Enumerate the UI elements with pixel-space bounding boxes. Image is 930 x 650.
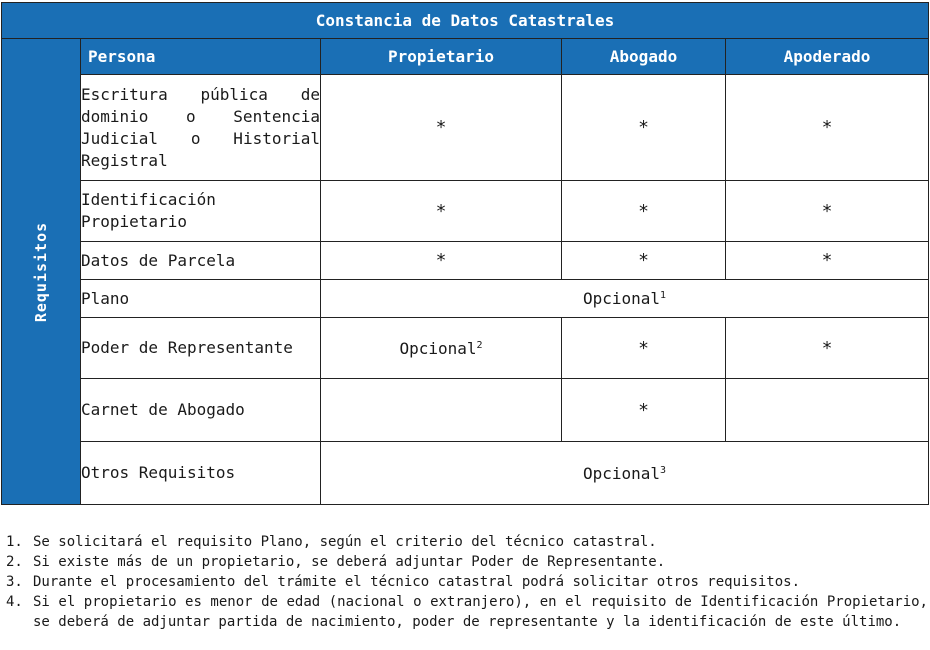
cell-mark: *: [562, 181, 726, 242]
table-row: [2, 379, 929, 442]
footnote-item: 4. Si el propietario es menor de edad (nacional o extranjero), en el requisito de Identificación Propietario, se deberá de adjuntar partida de nacimiento, poder de representante y la identificación de este último.: [6, 594, 928, 630]
cell-mark: *: [321, 181, 562, 242]
cell-mark: *: [726, 75, 929, 181]
table-title: Constancia de Datos Catastrales: [2, 3, 929, 39]
row-label-datos-parcela: Datos de Parcela: [81, 242, 321, 280]
cell-mark: *: [726, 318, 929, 379]
header-persona: Persona: [81, 39, 321, 75]
cell-empty: [726, 379, 929, 442]
cell-mark: *: [562, 75, 726, 181]
cell-mark: *: [562, 242, 726, 280]
footnote-mark: 1: [660, 290, 667, 301]
cell-optional: Opcional$^3$: [321, 442, 929, 505]
header-apoderado: Apoderado: [726, 39, 929, 75]
table-row: [2, 442, 929, 505]
row-label-identificacion: Identificación Propietario: [81, 181, 321, 242]
table-row: [2, 242, 929, 280]
cell-mark: *: [321, 75, 562, 181]
table-row: [2, 280, 929, 318]
header-abogado: Abogado: [562, 39, 726, 75]
row-label-otros: Otros Requisitos: [81, 442, 321, 505]
row-label-poder: Poder de Representante: [81, 318, 321, 379]
cell-mark: *: [726, 181, 929, 242]
header-propietario: Propietario: [321, 39, 562, 75]
cell-mark: *: [321, 242, 562, 280]
cell-mark: *: [562, 379, 726, 442]
row-label-escritura: Escritura pública de dominio o Sentencia Judicial o Historial Registral: [81, 75, 321, 181]
requirements-side-label: Requisitos: [2, 39, 81, 505]
cell-mark: *: [562, 318, 726, 379]
cell-mark: *: [726, 242, 929, 280]
cell-optional: Opcional$^1$: [321, 280, 929, 318]
requirements-table: [1, 2, 929, 505]
footnote-mark: 3: [660, 464, 667, 476]
footnote-item: 1. Se solicitará el requisito Plano, según el criterio del técnico catastral.: [6, 534, 657, 550]
footnote-item: 2. Si existe más de un propietario, se deberá adjuntar Poder de Representante.: [6, 554, 666, 570]
footnote-item: 3. Durante el procesamiento del trámite el técnico catastral podrá solicitar otros requisitos.: [6, 574, 801, 590]
footnotes: [6, 532, 928, 632]
table-row: [2, 318, 929, 379]
table-row: [2, 75, 929, 181]
table-row: [2, 181, 929, 242]
cell-optional: Opcional$^2$: [321, 318, 562, 379]
row-label-plano: Plano: [81, 280, 321, 318]
footnote-mark: 2: [476, 339, 483, 351]
row-label-carnet: Carnet de Abogado: [81, 379, 321, 442]
cell-empty: [321, 379, 562, 442]
